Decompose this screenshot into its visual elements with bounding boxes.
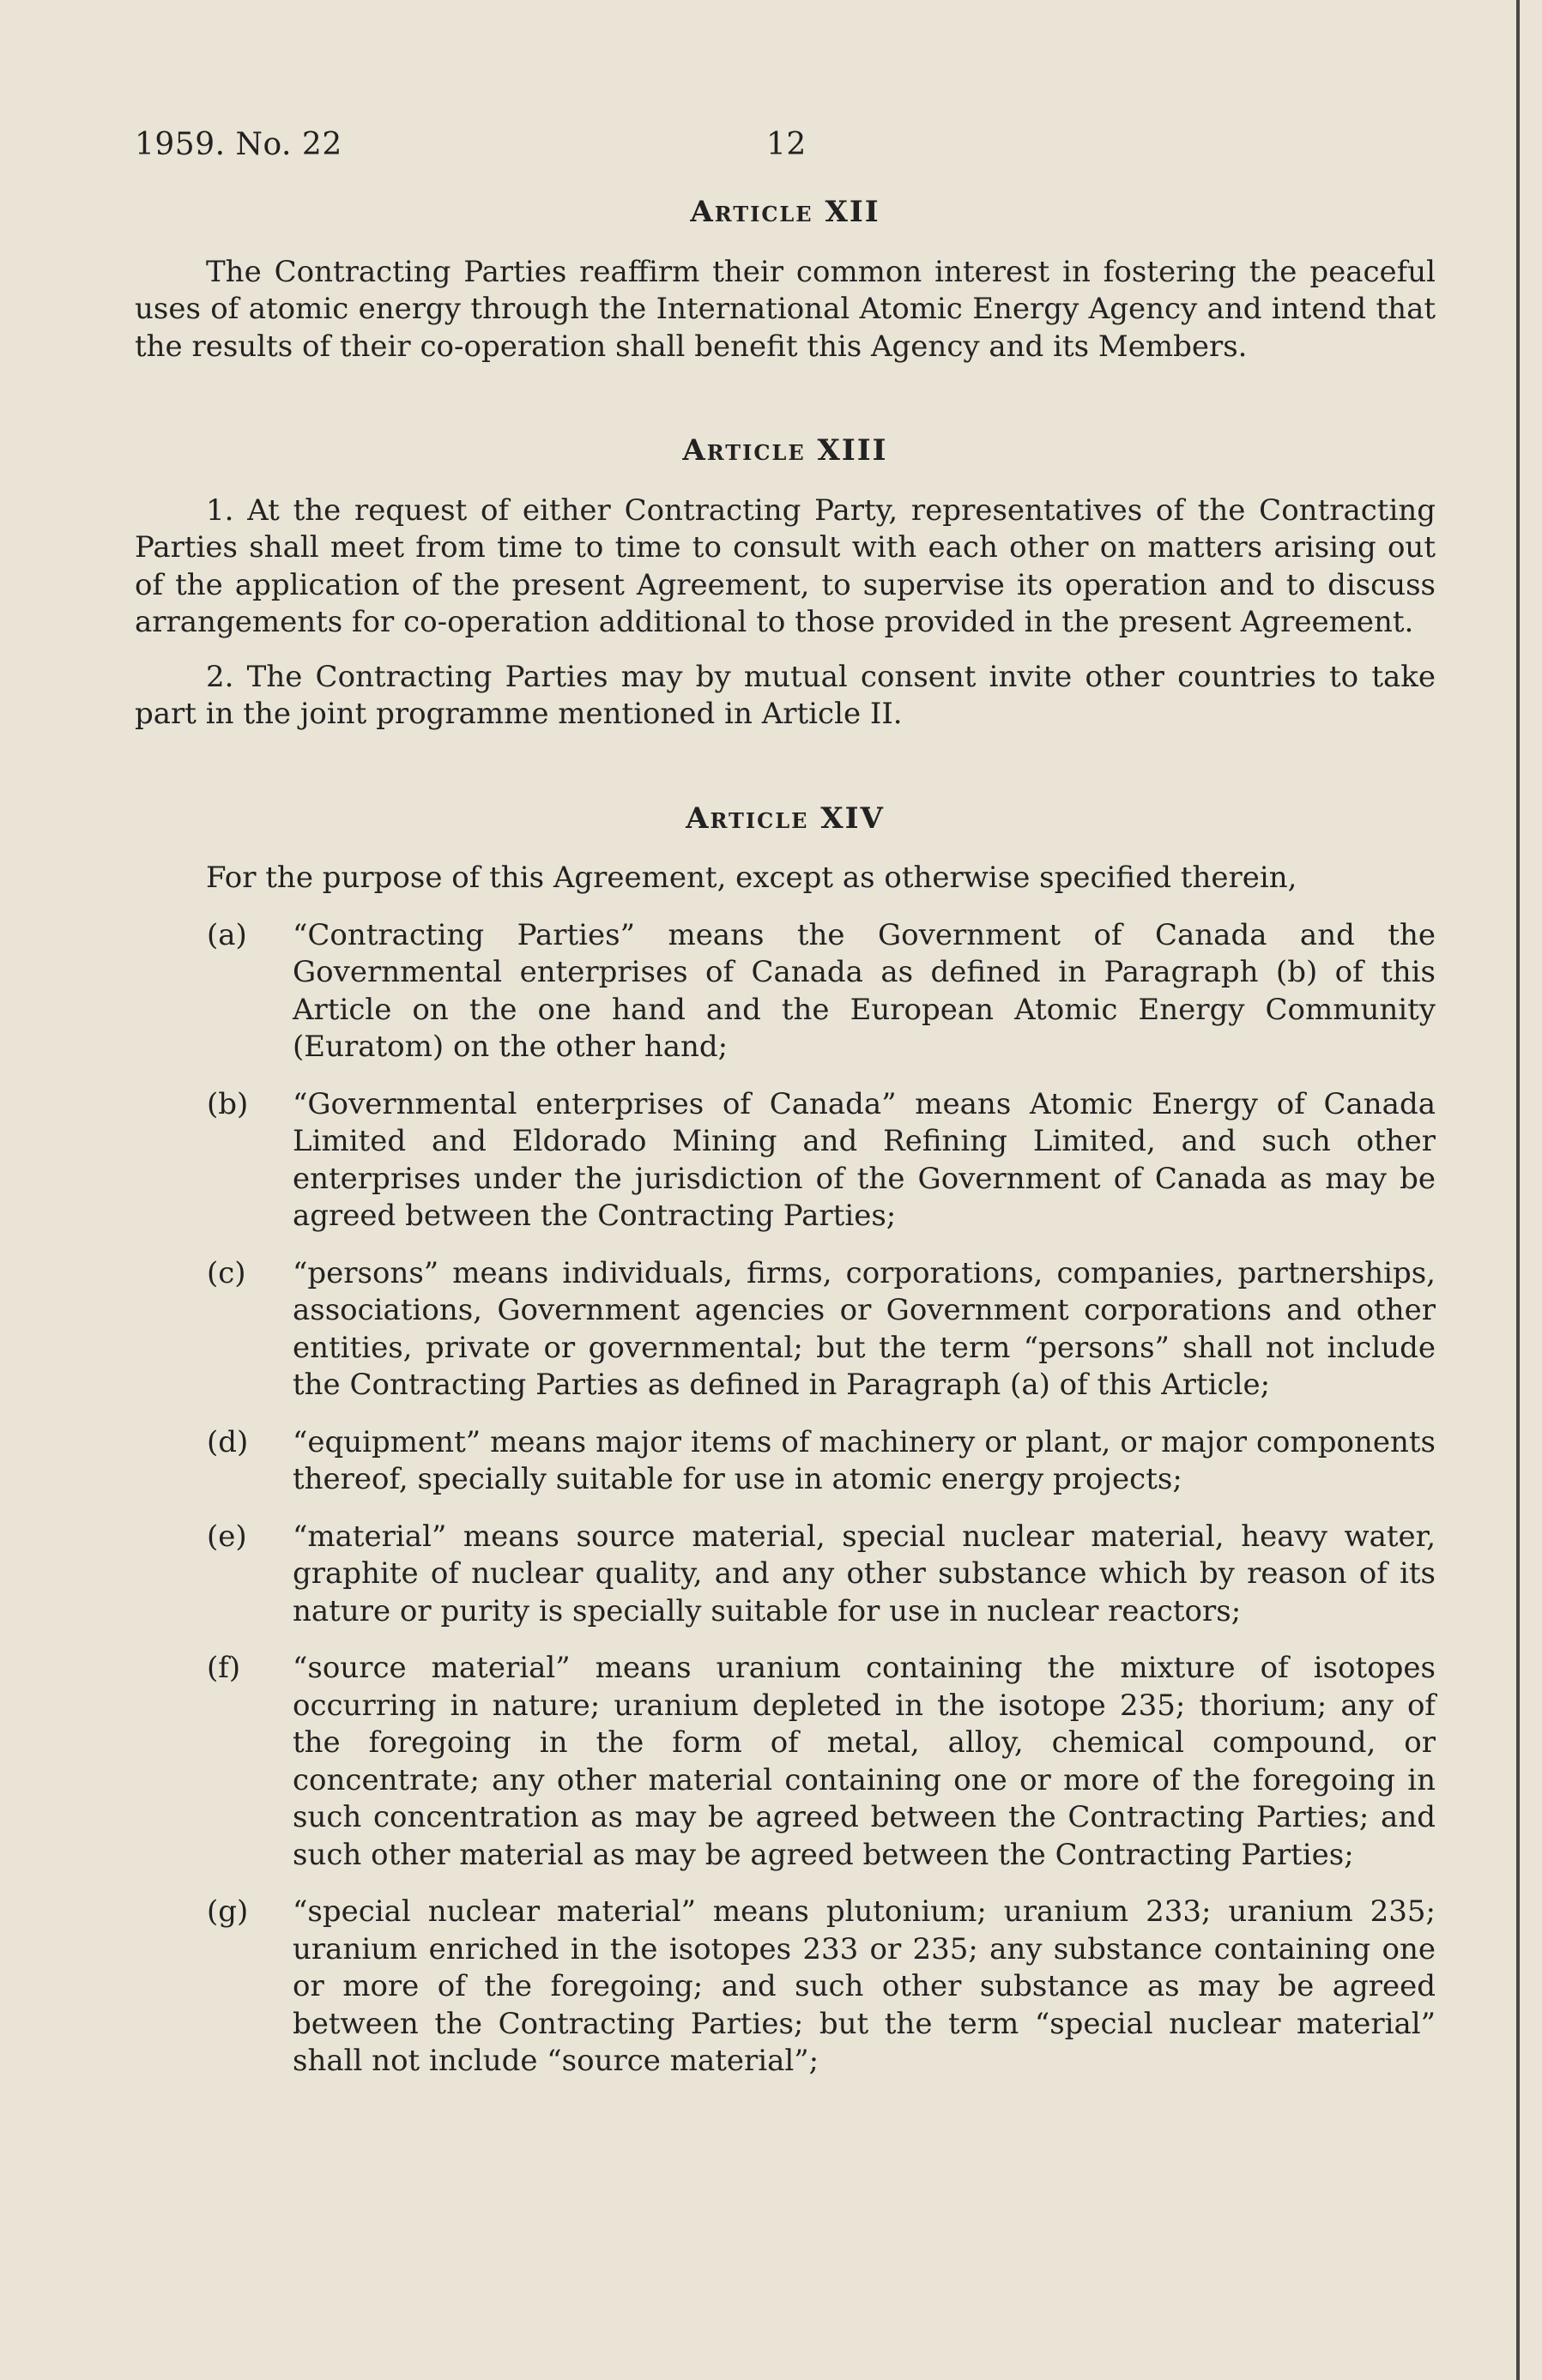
definition-item (135, 1255, 1436, 1404)
article-paragraph: 2. The Contracting Parties may by mutual consent invite other countries to take part in the joint programme mentioned in Article II. (135, 659, 1436, 731)
article-heading: Article XIII (682, 433, 888, 468)
definition-text: “Governmental enterprises of Canada” means Atomic Energy of Canada Limited and Eldorado Mining and Refining Limited, and such other enterprises under the jurisdiction of the Government of Canada as may be agreed between the Contracting Parties; (293, 1086, 1436, 1233)
definition-item (135, 1650, 1436, 1874)
definition-item (135, 1519, 1436, 1631)
definition-text: “equipment” means major items of machinery or plant, or major components thereof, specially suitable for use in atomic energy projects; (293, 1424, 1436, 1496)
definition-label: (c) (207, 1255, 246, 1290)
definition-label: (a) (207, 917, 247, 952)
definition-item (135, 1894, 1436, 2081)
definition-label: (e) (207, 1519, 247, 1554)
definition-item (135, 1424, 1436, 1499)
article-heading: Article XII (690, 195, 880, 229)
page-header (135, 127, 807, 162)
definition-text: “persons” means individuals, firms, corporations, companies, partnerships, associations, Government agencies or Government corporations and other entities, private or governmental; but the term “persons” shall not include the Contracting Parties as defined in Paragraph (a) of this Article; (293, 1255, 1436, 1402)
article-paragraph: 1. At the request of either Contracting Party, representatives of the Contracting Parties shall meet from time to time to consult with each other on matters arising out of the application of the present Agreement, to supervise its operation and to discuss arrangements for co-operation additional to those provided in the present Agreement. (135, 492, 1436, 639)
definition-label: (f) (207, 1651, 241, 1685)
definition-text: “Contracting Parties” means the Government of Canada and the Governmental enterprises of Canada as defined in Paragraph (b) of this Article on the one hand and the European Atomic Energy Community (Euratom) on the other hand; (293, 917, 1436, 1064)
definition-text: “source material” means uranium containing the mixture of isotopes occurring in nature; uranium depleted in the isotope 235; thorium; any of the foregoing in the form of metal, alloy, chemical compound, or concentrate; any other material containing one or more of the foregoing in such concentration as may be agreed between the Contracting Parties; and such other material as may be agreed between the Contracting Parties; (293, 1651, 1436, 1872)
page-edge-line (1516, 0, 1520, 2380)
article-heading: Article XIV (686, 800, 885, 836)
definition-text: “material” means source material, special nuclear material, heavy water, graphite of nuclear quality, and any other substance which by reason of its nature or purity is specially suitable for use in nuclear reactors; (293, 1519, 1436, 1628)
page-number: 12 (766, 127, 807, 162)
article-intro: For the purpose of this Agreement, except as otherwise specified therein, (206, 861, 1297, 895)
definition-label: (b) (207, 1086, 249, 1121)
definition-item (135, 917, 1436, 1066)
definition-item (135, 1086, 1436, 1235)
header-citation: 1959. No. 22 (135, 127, 342, 162)
definition-label: (d) (207, 1424, 249, 1459)
definition-list (135, 917, 1436, 2081)
definition-label: (g) (207, 1894, 249, 1929)
definition-text: “special nuclear material” means plutonium; uranium 233; uranium 235; uranium enriched in the isotopes 233 or 235; any substance containing one or more of the foregoing; and such other substance as may be agreed between the Contracting Parties; but the term “special nuclear material” shall not include “source material”; (293, 1894, 1436, 2078)
article-paragraph: The Contracting Parties reaffirm their common interest in fostering the peaceful uses of atomic energy through the International Atomic Energy Agency and intend that the results of their co-operation shall benefit this Agency and its Members. (135, 254, 1436, 364)
document-body (135, 194, 1436, 2081)
